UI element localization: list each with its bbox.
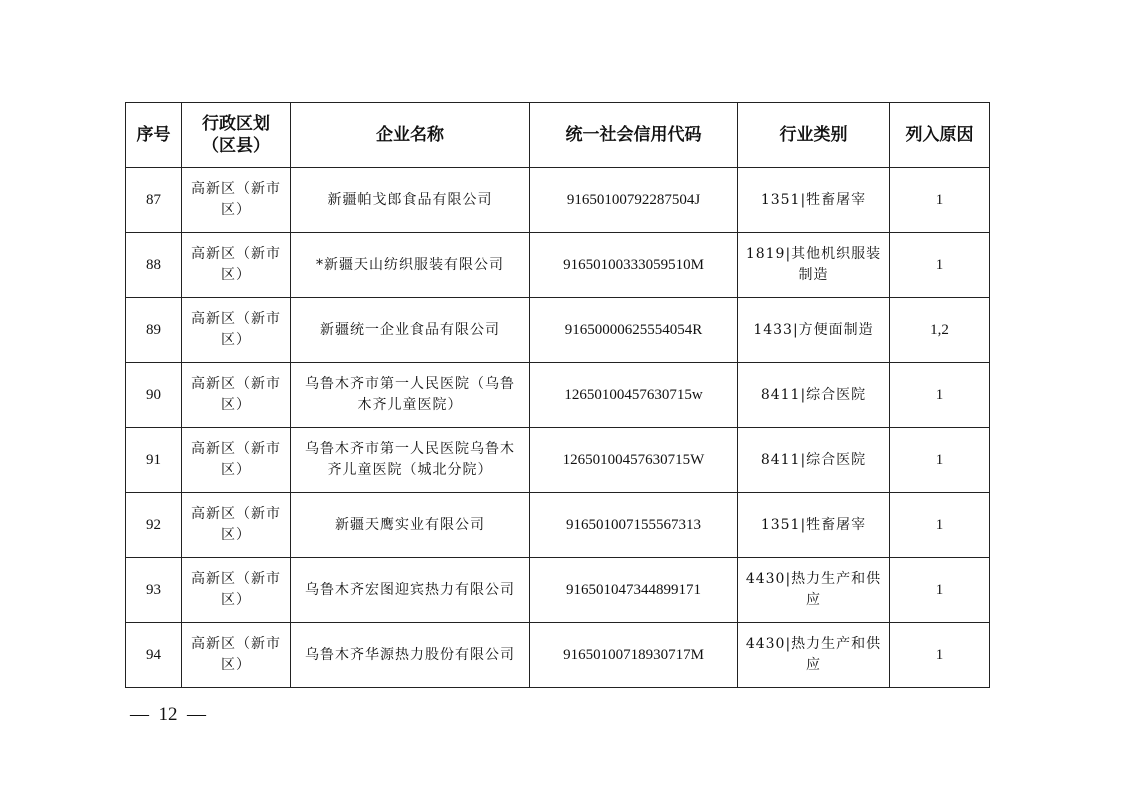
cell-industry: 1351|牲畜屠宰 — [738, 168, 890, 233]
cell-reason: 1 — [890, 428, 990, 493]
cell-district: 高新区（新市 区） — [182, 168, 291, 233]
header-company-name: 企业名称 — [291, 103, 530, 168]
cell-company-name: *新疆天山纺织服装有限公司 — [291, 233, 530, 298]
cell-company-name: 乌鲁木齐宏图迎宾热力有限公司 — [291, 558, 530, 623]
cell-reason: 1 — [890, 558, 990, 623]
cell-district: 高新区（新市 区） — [182, 298, 291, 363]
page-number: — 12 — — [130, 704, 206, 725]
cell-company-name: 新疆统一企业食品有限公司 — [291, 298, 530, 363]
cell-district: 高新区（新市 区） — [182, 233, 291, 298]
table-row — [126, 428, 990, 493]
cell-industry: 8411|综合医院 — [738, 428, 890, 493]
cell-industry: 8411|综合医院 — [738, 363, 890, 428]
table-row — [126, 623, 990, 688]
cell-district: 高新区（新市 区） — [182, 428, 291, 493]
cell-district: 高新区（新市 区） — [182, 558, 291, 623]
cell-district: 高新区（新市 区） — [182, 623, 291, 688]
cell-credit-code: 12650100457630715w — [530, 363, 738, 428]
table-row — [126, 363, 990, 428]
table-row — [126, 558, 990, 623]
header-credit-code: 统一社会信用代码 — [530, 103, 738, 168]
cell-reason: 1 — [890, 363, 990, 428]
cell-credit-code: 91650100718930717M — [530, 623, 738, 688]
cell-index: 92 — [126, 493, 182, 558]
cell-credit-code: 91650100792287504J — [530, 168, 738, 233]
header-industry: 行业类别 — [738, 103, 890, 168]
cell-index: 87 — [126, 168, 182, 233]
cell-index: 88 — [126, 233, 182, 298]
cell-district: 高新区（新市 区） — [182, 493, 291, 558]
cell-industry: 1433|方便面制造 — [738, 298, 890, 363]
cell-industry: 4430|热力生产和供 应 — [738, 623, 890, 688]
cell-reason: 1,2 — [890, 298, 990, 363]
enterprise-table — [125, 102, 990, 688]
enterprise-table-container — [125, 102, 989, 688]
table-row — [126, 168, 990, 233]
cell-credit-code: 91650000625554054R — [530, 298, 738, 363]
cell-reason: 1 — [890, 623, 990, 688]
table-row — [126, 298, 990, 363]
cell-credit-code: 916501007155567313 — [530, 493, 738, 558]
cell-industry: 4430|热力生产和供 应 — [738, 558, 890, 623]
cell-reason: 1 — [890, 168, 990, 233]
cell-industry: 1819|其他机织服装 制造 — [738, 233, 890, 298]
cell-credit-code: 12650100457630715W — [530, 428, 738, 493]
cell-index: 89 — [126, 298, 182, 363]
cell-company-name: 新疆帕戈郎食品有限公司 — [291, 168, 530, 233]
cell-district: 高新区（新市 区） — [182, 363, 291, 428]
cell-company-name: 乌鲁木齐市第一人民医院乌鲁木 齐儿童医院（城北分院） — [291, 428, 530, 493]
cell-company-name: 乌鲁木齐华源热力股份有限公司 — [291, 623, 530, 688]
table-row — [126, 493, 990, 558]
cell-index: 90 — [126, 363, 182, 428]
cell-index: 91 — [126, 428, 182, 493]
header-district: 行政区划 （区县） — [182, 103, 291, 168]
cell-reason: 1 — [890, 493, 990, 558]
header-reason: 列入原因 — [890, 103, 990, 168]
cell-industry: 1351|牲畜屠宰 — [738, 493, 890, 558]
cell-credit-code: 916501047344899171 — [530, 558, 738, 623]
table-row — [126, 233, 990, 298]
cell-index: 93 — [126, 558, 182, 623]
cell-credit-code: 91650100333059510M — [530, 233, 738, 298]
cell-company-name: 新疆天鹰实业有限公司 — [291, 493, 530, 558]
cell-reason: 1 — [890, 233, 990, 298]
cell-company-name: 乌鲁木齐市第一人民医院（乌鲁 木齐儿童医院） — [291, 363, 530, 428]
table-header-row — [126, 103, 990, 168]
header-index: 序号 — [126, 103, 182, 168]
cell-index: 94 — [126, 623, 182, 688]
